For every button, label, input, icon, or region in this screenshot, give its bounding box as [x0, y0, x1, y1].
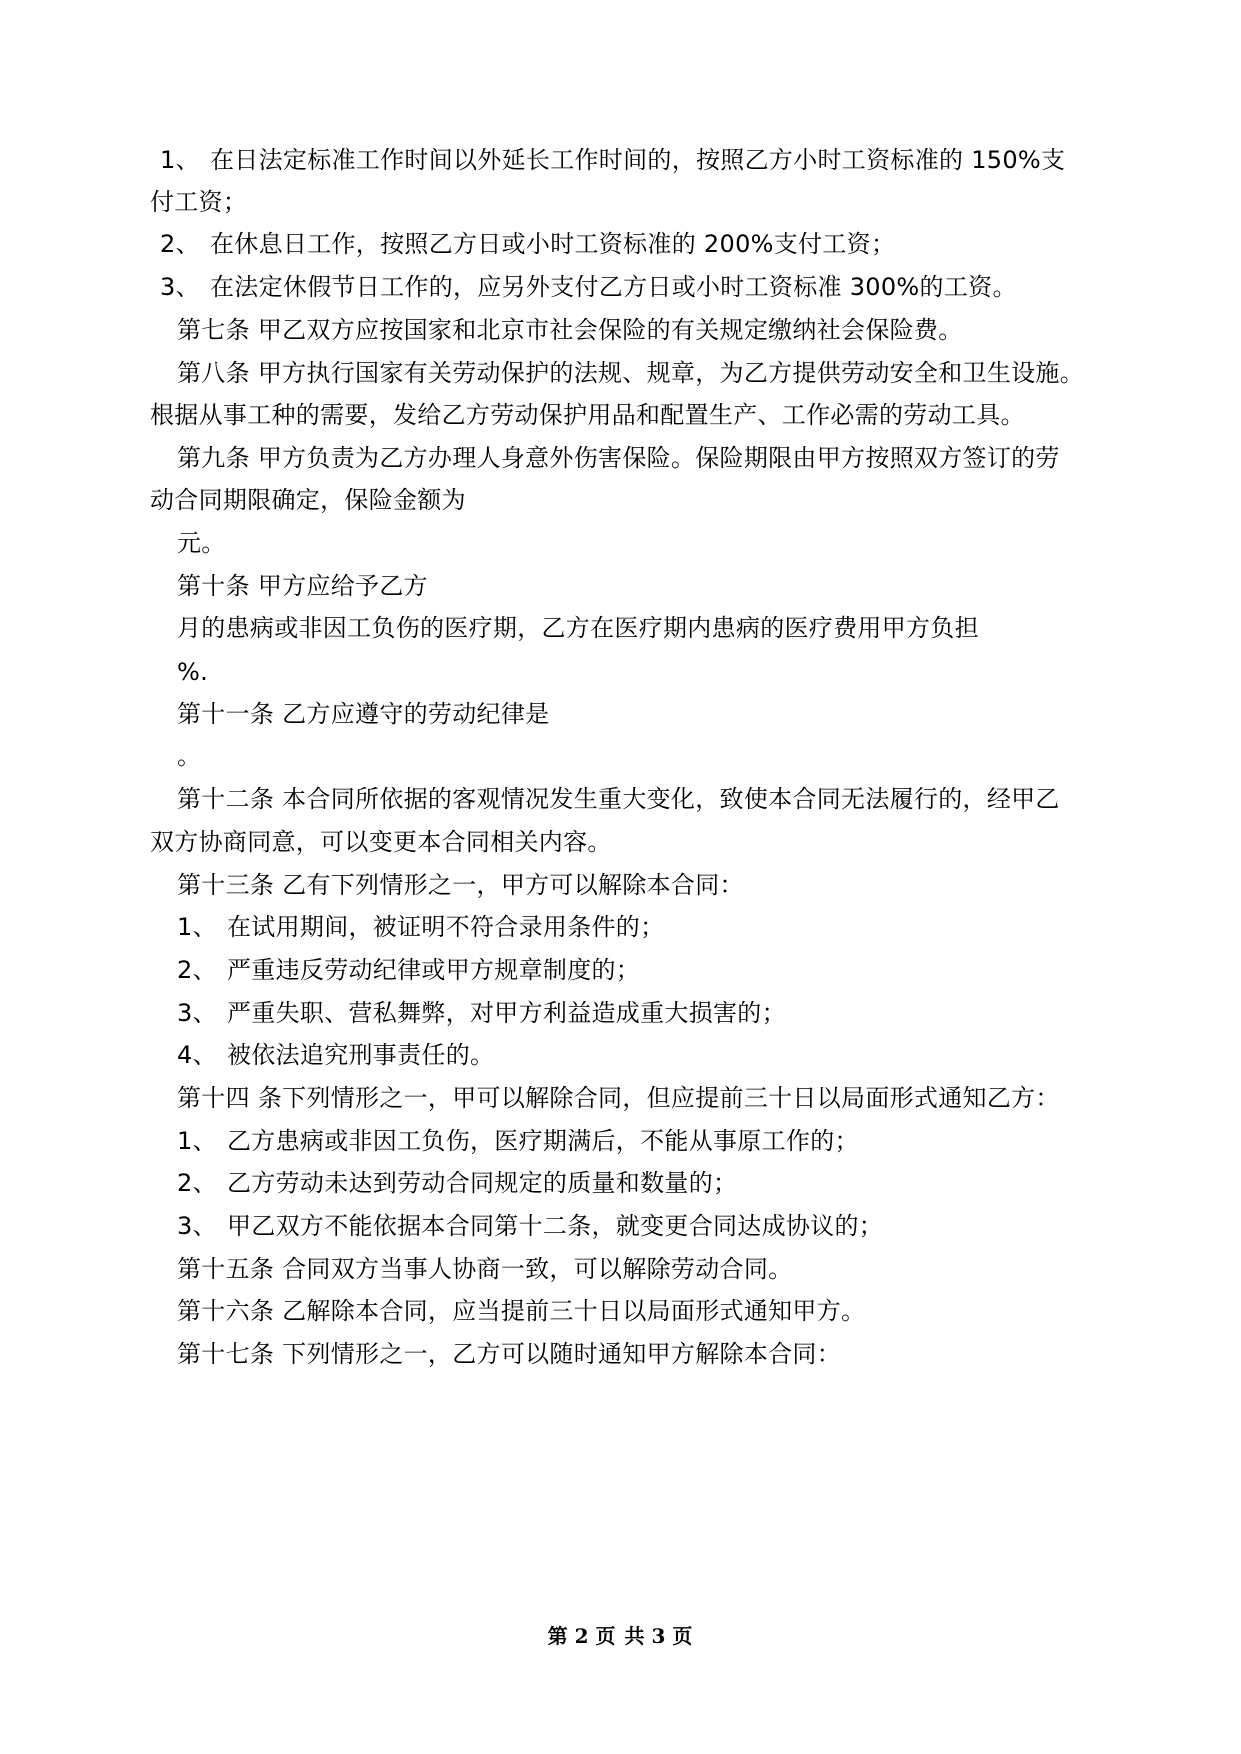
line-4 [150, 271, 1017, 303]
line-text: 甲乙双方不能依据本合同第十二条，就变更合同达成协议的； [227, 1212, 884, 1240]
line-26 [150, 1210, 883, 1242]
footer-prefix: 第 [547, 1624, 569, 1648]
line-text: 第八条 甲方执行国家有关劳动保护的法规、规章，为乙方提供劳动安全和卫生设施。 [177, 359, 1085, 387]
line-text: 第十一条 乙方应遵守的劳动纪律是 [177, 700, 550, 728]
line-text: 被依法追究刑事责任的。 [227, 1041, 495, 1069]
line-6 [177, 357, 1084, 389]
line-22 [150, 1039, 494, 1071]
line-text: 第十三条 乙有下列情形之一，甲方可以解除本合同： [177, 871, 744, 899]
line-28 [177, 1295, 865, 1327]
line-text: 第十五条 合同双方当事人协商一致，可以解除劳动合同。 [177, 1255, 793, 1283]
list-number: 2、 [160, 230, 200, 258]
line-25 [150, 1167, 737, 1199]
footer-total-pages: 3 [651, 1624, 667, 1648]
line-21 [150, 997, 786, 1029]
line-13 [177, 656, 208, 688]
line-3 [150, 228, 895, 260]
line-18 [177, 869, 744, 901]
list-number: 1、 [177, 1127, 217, 1155]
list-number: 4、 [177, 1041, 217, 1069]
line-20 [150, 954, 640, 986]
line-text: 。 [177, 742, 202, 770]
line-text: 第十七条 下列情形之一，乙方可以随时通知甲方解除本合同： [177, 1340, 842, 1368]
line-text: 在休息日工作，按照乙方日或小时工资标准的 200%支付工资； [210, 230, 896, 258]
line-text: 第九条 甲方负责为乙方办理人身意外伤害保险。保险期限由甲方按照双方签订的劳 [177, 444, 1060, 472]
list-number: 3、 [177, 999, 217, 1027]
line-5 [177, 314, 963, 346]
line-text: 动合同期限确定，保险金额为 [150, 486, 466, 514]
line-text: 第十二条 本合同所依据的客观情况发生重大变化，致使本合同无法履行的，经甲乙 [177, 785, 1060, 813]
line-text: 在试用期间，被证明不符合录用条件的； [227, 913, 665, 941]
line-19 [150, 911, 664, 943]
list-number: 2、 [177, 1169, 217, 1197]
list-number: 3、 [160, 273, 200, 301]
list-number: 1、 [160, 146, 200, 174]
line-1 [150, 144, 1065, 176]
line-17 [150, 826, 612, 858]
line-2 [150, 186, 247, 218]
footer-middle: 页 共 [595, 1624, 646, 1648]
line-text: 在法定休假节日工作的，应另外支付乙方日或小时工资标准 300%的工资。 [210, 273, 1017, 301]
line-text: 严重失职、营私舞弊，对甲方利益造成重大损害的； [227, 999, 786, 1027]
line-16 [177, 783, 1060, 815]
line-14 [177, 698, 549, 730]
line-text: 第七条 甲乙双方应按国家和北京市社会保险的有关规定缴纳社会保险费。 [177, 316, 963, 344]
line-text: 元。 [177, 529, 226, 557]
line-text: 乙方劳动未达到劳动合同规定的质量和数量的； [227, 1169, 738, 1197]
line-text: %. [177, 658, 209, 686]
list-number: 3、 [177, 1212, 217, 1240]
line-11 [177, 570, 428, 602]
line-23 [177, 1082, 1060, 1114]
line-text: 第十条 甲方应给予乙方 [177, 572, 428, 600]
line-text: 乙方患病或非因工负伤，医疗期满后，不能从事原工作的； [227, 1127, 859, 1155]
line-text: 第十四 条下列情形之一，甲可以解除合同，但应提前三十日以局面形式通知乙方： [177, 1084, 1060, 1112]
line-text: 第十六条 乙解除本合同，应当提前三十日以局面形式通知甲方。 [177, 1297, 866, 1325]
line-29 [177, 1338, 841, 1370]
line-text: 付工资； [150, 188, 248, 216]
line-text: 严重违反劳动纪律或甲方规章制度的； [227, 956, 641, 984]
line-text: 月的患病或非因工负伤的医疗期，乙方在医疗期内患病的医疗费用甲方负担 [177, 614, 979, 642]
page-footer [0, 1622, 1241, 1650]
line-text: 双方协商同意，可以变更本合同相关内容。 [150, 828, 612, 856]
line-7 [150, 399, 1025, 431]
line-27 [177, 1253, 792, 1285]
line-24 [150, 1125, 859, 1157]
line-8 [177, 442, 1060, 474]
line-9 [150, 484, 466, 516]
line-15 [177, 740, 201, 772]
list-number: 2、 [177, 956, 217, 984]
line-10 [177, 527, 226, 559]
footer-suffix: 页 [672, 1624, 694, 1648]
line-text: 在日法定标准工作时间以外延长工作时间的，按照乙方小时工资标准的 150%支 [210, 146, 1066, 174]
footer-page-number: 2 [574, 1624, 590, 1648]
line-text: 根据从事工种的需要，发给乙方劳动保护用品和配置生产、工作必需的劳动工具。 [150, 401, 1025, 429]
list-number: 1、 [177, 913, 217, 941]
line-12 [177, 612, 979, 644]
